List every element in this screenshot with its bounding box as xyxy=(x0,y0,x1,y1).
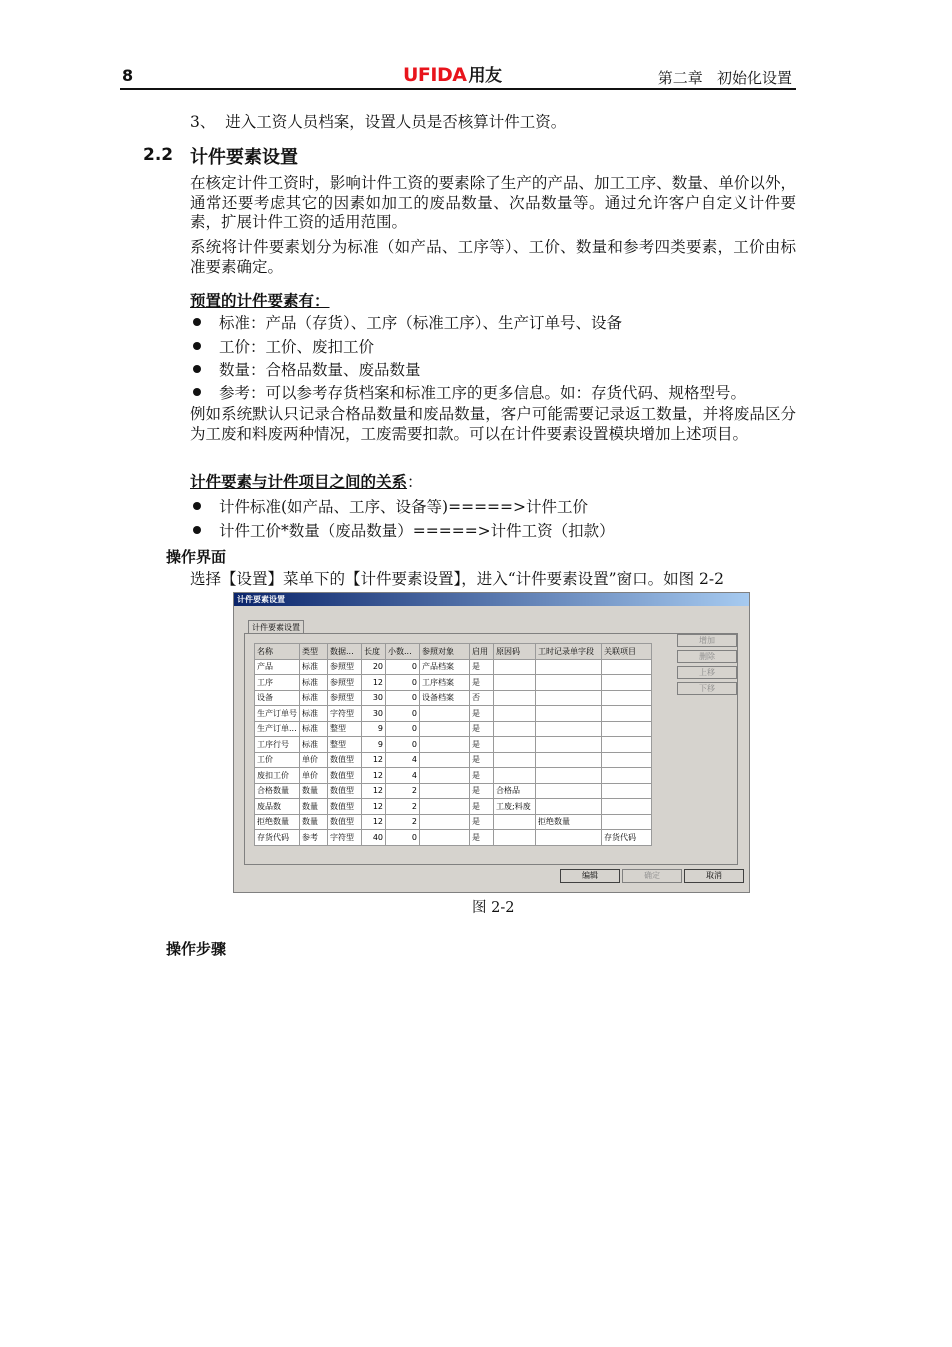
table-row[interactable] xyxy=(255,659,652,675)
table-cell[interactable]: 数值型 xyxy=(328,752,362,768)
table-row[interactable] xyxy=(255,690,652,706)
bullet-icon xyxy=(193,365,201,373)
table-cell[interactable] xyxy=(420,799,470,815)
table-cell[interactable]: 12 xyxy=(362,768,386,784)
table-cell[interactable]: 数量 xyxy=(300,814,328,830)
section-number: 2.2 xyxy=(143,145,174,165)
relation-colon: ： xyxy=(407,473,423,491)
table-row[interactable] xyxy=(255,783,652,799)
table-cell[interactable]: 是 xyxy=(470,706,494,722)
table-row[interactable] xyxy=(255,675,652,691)
table-cell[interactable]: 数量 xyxy=(300,783,328,799)
table-cell[interactable]: 字符型 xyxy=(328,830,362,846)
table-cell[interactable] xyxy=(602,814,652,830)
paragraph-1: 在核定计件工资时，影响计件工资的要素除了生产的产品、加工工序、数量、单价以外，通常还要考虑其它的因素如加工的废品数量、次品数量等。通过允许客户自定义计件要素，扩展计件工资的适用范围。 xyxy=(190,174,796,231)
table-cell[interactable] xyxy=(536,799,602,815)
table-cell[interactable]: 设备 xyxy=(255,690,300,706)
table-cell[interactable]: 数值型 xyxy=(328,814,362,830)
table-cell[interactable]: 2 xyxy=(386,783,420,799)
table-row[interactable] xyxy=(255,721,652,737)
table-cell[interactable]: 12 xyxy=(362,752,386,768)
table-cell[interactable]: 废扣工价 xyxy=(255,768,300,784)
tab-panel xyxy=(244,633,738,865)
table-cell[interactable]: 12 xyxy=(362,814,386,830)
table-cell[interactable]: 0 xyxy=(386,659,420,675)
table-cell[interactable] xyxy=(536,768,602,784)
table-cell[interactable]: 0 xyxy=(386,690,420,706)
table-cell[interactable]: 拒绝数量 xyxy=(255,814,300,830)
table-cell[interactable]: 数值型 xyxy=(328,768,362,784)
table-cell[interactable] xyxy=(536,830,602,846)
table-cell[interactable] xyxy=(536,783,602,799)
chapter-title: 第二章 初始化设置 xyxy=(657,69,792,87)
column-header[interactable]: 工时记录单字段 xyxy=(536,644,602,660)
table-cell[interactable]: 是 xyxy=(470,675,494,691)
table-cell[interactable]: 是 xyxy=(470,799,494,815)
table-row[interactable] xyxy=(255,799,652,815)
steps-heading: 操作步骤 xyxy=(166,940,227,958)
table-cell[interactable] xyxy=(536,659,602,675)
table-cell[interactable] xyxy=(602,659,652,675)
table-cell[interactable]: 4 xyxy=(386,768,420,784)
table-cell[interactable]: 30 xyxy=(362,690,386,706)
bullet-icon xyxy=(193,342,201,350)
table-cell[interactable]: 整型 xyxy=(328,737,362,753)
tab-piece-element[interactable]: 计件要素设置 xyxy=(248,620,304,634)
table-row[interactable] xyxy=(255,752,652,768)
table-cell[interactable]: 设备档案 xyxy=(420,690,470,706)
table-cell[interactable] xyxy=(536,721,602,737)
header-rule xyxy=(120,88,796,90)
table-cell[interactable] xyxy=(536,737,602,753)
bullet-icon xyxy=(193,502,201,510)
table-cell[interactable]: 参照型 xyxy=(328,690,362,706)
table-cell[interactable]: 废品数 xyxy=(255,799,300,815)
grid-header-row xyxy=(255,644,652,660)
move-down-button[interactable]: 下移 xyxy=(677,682,737,695)
column-header[interactable]: 类型 xyxy=(300,644,328,660)
table-cell[interactable] xyxy=(494,659,536,675)
bullet-icon xyxy=(193,388,201,396)
table-cell[interactable] xyxy=(602,721,652,737)
bullet-icon xyxy=(193,526,201,534)
table-cell[interactable] xyxy=(420,721,470,737)
table-cell[interactable]: 40 xyxy=(362,830,386,846)
table-cell[interactable]: 数值型 xyxy=(328,783,362,799)
relation-heading: 计件要素与计件项目之间的关系 xyxy=(190,472,408,491)
table-cell[interactable]: 20 xyxy=(362,659,386,675)
table-cell[interactable]: 4 xyxy=(386,752,420,768)
ufida-logo xyxy=(403,61,501,86)
table-cell[interactable]: 30 xyxy=(362,706,386,722)
table-cell[interactable]: 2 xyxy=(386,814,420,830)
table-cell[interactable] xyxy=(536,706,602,722)
table-cell[interactable]: 0 xyxy=(386,706,420,722)
table-cell[interactable]: 工序行号 xyxy=(255,737,300,753)
table-cell[interactable] xyxy=(420,768,470,784)
table-cell[interactable]: 数值型 xyxy=(328,799,362,815)
element-grid xyxy=(254,643,652,846)
preset-heading: 预置的计件要素有： xyxy=(190,291,330,310)
table-cell[interactable]: 拒绝数量 xyxy=(536,814,602,830)
table-cell[interactable]: 标准 xyxy=(300,721,328,737)
move-up-button[interactable]: 上移 xyxy=(677,666,737,679)
column-header[interactable]: 启用 xyxy=(470,644,494,660)
table-cell[interactable]: 0 xyxy=(386,721,420,737)
table-row[interactable] xyxy=(255,768,652,784)
table-cell[interactable] xyxy=(602,706,652,722)
table-cell[interactable]: 参照型 xyxy=(328,675,362,691)
table-cell[interactable]: 是 xyxy=(470,814,494,830)
table-cell[interactable]: 12 xyxy=(362,675,386,691)
table-cell[interactable]: 单价 xyxy=(300,768,328,784)
relation-item: 计件工价*数量（废品数量）=====>计件工资（扣款） xyxy=(193,519,615,541)
table-cell[interactable] xyxy=(602,768,652,784)
table-cell[interactable]: 参考 xyxy=(300,830,328,846)
section-title: 计件要素设置 xyxy=(190,147,298,168)
table-cell[interactable] xyxy=(602,675,652,691)
table-cell[interactable]: 标准 xyxy=(300,675,328,691)
table-cell[interactable] xyxy=(536,752,602,768)
table-cell[interactable] xyxy=(420,752,470,768)
table-cell[interactable]: 9 xyxy=(362,737,386,753)
table-cell[interactable] xyxy=(602,690,652,706)
table-cell[interactable]: 工序档案 xyxy=(420,675,470,691)
table-cell[interactable]: 参照型 xyxy=(328,659,362,675)
preset-item: 工价：工价、废扣工价 xyxy=(193,335,374,357)
cancel-button[interactable]: 取消 xyxy=(684,869,744,883)
table-cell[interactable]: 存货代码 xyxy=(602,830,652,846)
table-cell[interactable]: 是 xyxy=(470,768,494,784)
table-cell[interactable]: 生产订单号 xyxy=(255,706,300,722)
table-cell[interactable]: 生产订单... xyxy=(255,721,300,737)
column-header[interactable]: 数据... xyxy=(328,644,362,660)
table-cell[interactable]: 是 xyxy=(470,737,494,753)
table-cell[interactable]: 工价 xyxy=(255,752,300,768)
logo-brand: UFIDA xyxy=(403,64,467,86)
table-cell[interactable]: 字符型 xyxy=(328,706,362,722)
step-3: 3、 进入工资人员档案，设置人员是否核算计件工资。 xyxy=(190,113,567,131)
table-cell[interactable] xyxy=(494,768,536,784)
table-cell[interactable] xyxy=(602,737,652,753)
table-cell[interactable] xyxy=(494,814,536,830)
table-cell[interactable] xyxy=(494,752,536,768)
table-cell[interactable] xyxy=(420,737,470,753)
table-cell[interactable] xyxy=(494,830,536,846)
table-row[interactable] xyxy=(255,814,652,830)
table-row[interactable] xyxy=(255,706,652,722)
ui-paragraph: 选择【设置】菜单下的【计件要素设置】，进入“计件要素设置”窗口。如图 2-2 xyxy=(190,570,724,588)
table-cell[interactable] xyxy=(420,783,470,799)
column-header[interactable]: 名称 xyxy=(255,644,300,660)
table-cell[interactable]: 是 xyxy=(470,721,494,737)
table-cell[interactable]: 0 xyxy=(386,830,420,846)
table-row[interactable] xyxy=(255,737,652,753)
table-cell[interactable] xyxy=(420,706,470,722)
table-cell[interactable]: 标准 xyxy=(300,690,328,706)
table-cell[interactable]: 否 xyxy=(470,690,494,706)
table-cell[interactable] xyxy=(536,690,602,706)
page-number: 8 xyxy=(122,66,134,85)
table-cell[interactable]: 是 xyxy=(470,830,494,846)
ui-heading: 操作界面 xyxy=(166,548,227,566)
table-cell[interactable] xyxy=(420,830,470,846)
table-cell[interactable]: 标准 xyxy=(300,659,328,675)
table-cell[interactable]: 合格数量 xyxy=(255,783,300,799)
table-cell[interactable] xyxy=(420,814,470,830)
table-cell[interactable]: 存货代码 xyxy=(255,830,300,846)
table-cell[interactable]: 是 xyxy=(470,659,494,675)
table-cell[interactable] xyxy=(494,721,536,737)
table-cell[interactable] xyxy=(602,752,652,768)
relation-item: 计件标准(如产品、工序、设备等)=====>计件工价 xyxy=(193,495,588,517)
preset-item: 标准：产品（存货）、工序（标准工序）、生产订单号、设备 xyxy=(193,311,622,333)
column-header[interactable]: 关联项目 xyxy=(602,644,652,660)
table-cell[interactable] xyxy=(602,799,652,815)
column-header[interactable]: 小数... xyxy=(386,644,420,660)
delete-button[interactable]: 删除 xyxy=(677,650,737,663)
piece-element-dialog xyxy=(233,592,750,893)
table-cell[interactable]: 数量 xyxy=(300,799,328,815)
table-cell[interactable] xyxy=(536,675,602,691)
dialog-title-bar: 计件要素设置 xyxy=(234,593,749,606)
table-cell[interactable]: 是 xyxy=(470,783,494,799)
table-cell[interactable]: 12 xyxy=(362,799,386,815)
table-cell[interactable]: 标准 xyxy=(300,737,328,753)
table-row[interactable] xyxy=(255,830,652,846)
figure-caption: 图 2-2 xyxy=(472,900,515,916)
table-cell[interactable]: 产品档案 xyxy=(420,659,470,675)
table-cell[interactable]: 0 xyxy=(386,675,420,691)
table-cell[interactable]: 单价 xyxy=(300,752,328,768)
table-cell[interactable]: 2 xyxy=(386,799,420,815)
column-header[interactable]: 长度 xyxy=(362,644,386,660)
table-cell[interactable]: 是 xyxy=(470,752,494,768)
table-cell[interactable]: 整型 xyxy=(328,721,362,737)
bullet-icon xyxy=(193,318,201,326)
paragraph-2: 系统将计件要素划分为标准（如产品、工序等）、工价、数量和参考四类要素，工价由标准要素确定。 xyxy=(190,238,796,276)
table-cell[interactable]: 产品 xyxy=(255,659,300,675)
table-cell[interactable]: 合格品 xyxy=(494,783,536,799)
edit-button[interactable]: 编辑 xyxy=(560,869,620,883)
table-cell[interactable]: 12 xyxy=(362,783,386,799)
confirm-button[interactable]: 确定 xyxy=(622,869,682,883)
logo-chinese: 用友 xyxy=(468,66,502,86)
column-header[interactable]: 参照对象 xyxy=(420,644,470,660)
table-cell[interactable]: 工序 xyxy=(255,675,300,691)
relation-heading-line xyxy=(190,472,423,492)
paragraph-3: 例如系统默认只记录合格品数量和废品数量，客户可能需要记录返工数量，并将废品区分为工废和料废两种情况，工废需要扣款。可以在计件要素设置模块增加上述项目。 xyxy=(190,405,796,443)
table-cell[interactable] xyxy=(494,737,536,753)
table-cell[interactable]: 工废;料废 xyxy=(494,799,536,815)
table-cell[interactable] xyxy=(494,675,536,691)
table-cell[interactable]: 0 xyxy=(386,737,420,753)
column-header[interactable]: 原因码 xyxy=(494,644,536,660)
table-cell[interactable] xyxy=(494,706,536,722)
add-button[interactable]: 增加 xyxy=(677,634,737,647)
table-cell[interactable] xyxy=(602,783,652,799)
table-cell[interactable] xyxy=(494,690,536,706)
preset-item: 参考：可以参考存货档案和标准工序的更多信息。如：存货代码、规格型号。 xyxy=(193,381,746,403)
table-cell[interactable]: 标准 xyxy=(300,706,328,722)
preset-item: 数量：合格品数量、废品数量 xyxy=(193,358,421,380)
table-cell[interactable]: 9 xyxy=(362,721,386,737)
